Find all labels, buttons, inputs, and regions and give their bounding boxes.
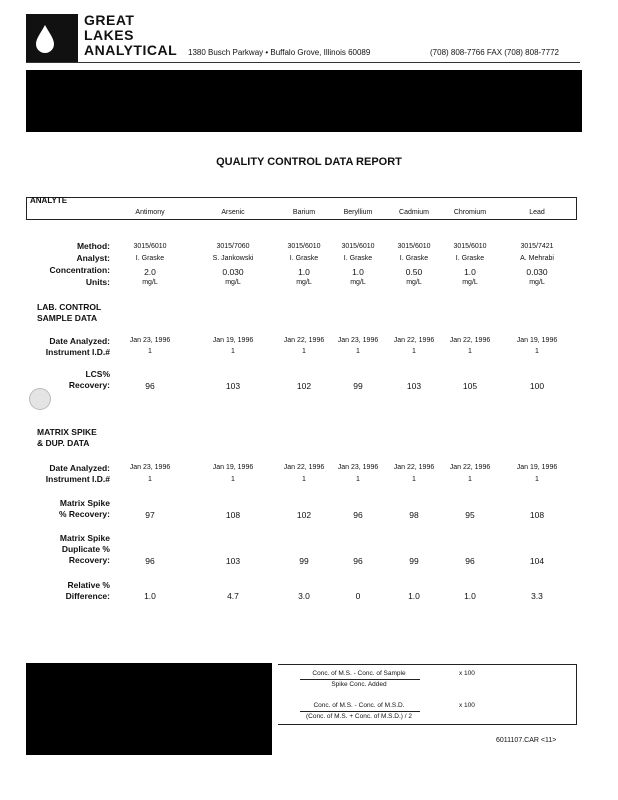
ms-instrument-cell: 1	[231, 476, 235, 483]
lcs-instrument-cell: 1	[356, 348, 360, 355]
document-footer: 6011107.CAR <11>	[496, 737, 557, 744]
formula1-denominator: Spike Conc. Added	[331, 681, 387, 688]
ms-date-cell: Jan 23, 1996	[129, 464, 171, 471]
concentration-cell: 2.0	[144, 267, 156, 277]
concentration-cell: 1.0	[298, 267, 310, 277]
method-cell: 3015/6010	[133, 243, 167, 250]
lcs-recovery-cell: 102	[296, 381, 312, 391]
ms-date-cell: Jan 22, 1996	[449, 464, 491, 471]
ms-date-cell: Jan 23, 1996	[337, 464, 379, 471]
rel-diff-cell: 1.0	[144, 591, 156, 601]
lcs-instrument-cell: 1	[148, 348, 152, 355]
units-cell: mg/L	[406, 279, 422, 286]
ms-recovery-label: Matrix Spike % Recovery:	[58, 498, 110, 519]
msd-recovery-cell: 96	[145, 556, 155, 566]
lcs-date-cell: Jan 23, 1996	[129, 337, 171, 344]
company-logo-text: GREAT LAKES ANALYTICAL	[84, 12, 178, 58]
msd-recovery-cell: 96	[465, 556, 475, 566]
lcs-instrument-cell: 1	[302, 348, 306, 355]
lcs-date-cell: Jan 19, 1996	[516, 337, 558, 344]
lcs-instrument-cell: 1	[231, 348, 235, 355]
units-cell: mg/L	[225, 279, 241, 286]
ms-date-cell: Jan 19, 1996	[212, 464, 254, 471]
ms-date-cell: Jan 22, 1996	[283, 464, 325, 471]
lcs-date-cell: Jan 23, 1996	[337, 337, 379, 344]
lab-control-heading: LAB. CONTROL SAMPLE DATA	[37, 302, 102, 323]
ms-instrument-cell: 1	[148, 476, 152, 483]
method-cell: 3015/6010	[341, 243, 375, 250]
droplet-icon	[34, 24, 56, 54]
rel-diff-cell: 0	[355, 591, 361, 601]
report-title: QUALITY CONTROL DATA REPORT	[216, 156, 402, 168]
lcs-date-cell: Jan 22, 1996	[393, 337, 435, 344]
method-cell: 3015/6010	[397, 243, 431, 250]
msd-recovery-cell: 104	[529, 556, 545, 566]
concentration-cell: 0.50	[405, 267, 423, 277]
ms-instrument-cell: 1	[356, 476, 360, 483]
units-cell: mg/L	[529, 279, 545, 286]
analyst-cell: I. Graske	[135, 255, 165, 262]
lcs-recovery-cell: 103	[406, 381, 422, 391]
redaction-block-top	[26, 70, 582, 132]
ms-instrument-cell: 1	[302, 476, 306, 483]
method-cell: 3015/7421	[520, 243, 554, 250]
msd-recovery-cell: 99	[409, 556, 419, 566]
units-cell: mg/L	[462, 279, 478, 286]
method-cell: 3015/6010	[287, 243, 321, 250]
header-divider	[26, 62, 580, 63]
lcs-recovery-cell: 99	[353, 381, 363, 391]
column-header: Chromium	[453, 209, 487, 216]
formula-box	[278, 664, 577, 725]
lcs-instrument-label: Instrument I.D.#	[45, 347, 110, 357]
rel-diff-label: Relative % Difference:	[65, 580, 110, 601]
rel-diff-cell: 3.0	[298, 591, 310, 601]
analyst-cell: I. Graske	[289, 255, 319, 262]
ms-date-cell: Jan 22, 1996	[393, 464, 435, 471]
msd-recovery-cell: 103	[225, 556, 241, 566]
units-cell: mg/L	[142, 279, 158, 286]
ms-date-label: Date Analyzed:	[49, 463, 110, 473]
method-cell: 3015/6010	[453, 243, 487, 250]
concentration-cell: 1.0	[352, 267, 364, 277]
lcs-recovery-cell: 105	[462, 381, 478, 391]
method-label: Method:	[76, 241, 110, 251]
ms-date-cell: Jan 19, 1996	[516, 464, 558, 471]
ms-instrument-cell: 1	[535, 476, 539, 483]
analyte-label: ANALYTE	[30, 196, 68, 205]
column-header: Beryllium	[343, 209, 373, 216]
lcs-recovery-cell: 100	[529, 381, 545, 391]
ms-recovery-cell: 97	[145, 510, 155, 520]
formula2-denominator: (Conc. of M.S. + Conc. of M.S.D.) / 2	[305, 713, 413, 720]
msd-recovery-cell: 99	[299, 556, 309, 566]
redaction-block-bottom	[26, 663, 272, 755]
ms-recovery-cell: 96	[353, 510, 363, 520]
analyst-label: Analyst:	[76, 253, 110, 263]
formula1-numerator: Conc. of M.S. - Conc. of Sample	[312, 670, 406, 677]
analyst-cell: A. Mehrabi	[520, 255, 554, 262]
rel-diff-cell: 1.0	[408, 591, 420, 601]
formula2-numerator: Conc. of M.S. - Conc. of M.S.D.	[313, 702, 405, 709]
lcs-date-cell: Jan 19, 1996	[212, 337, 254, 344]
company-address: 1380 Busch Parkway • Buffalo Grove, Illinois 60089	[188, 48, 371, 57]
concentration-label: Concentration:	[49, 265, 110, 275]
units-label: Units:	[85, 277, 110, 287]
ms-recovery-cell: 98	[409, 510, 419, 520]
units-cell: mg/L	[350, 279, 366, 286]
lcs-instrument-cell: 1	[535, 348, 539, 355]
method-cell: 3015/7060	[216, 243, 250, 250]
formula2-bar	[300, 711, 420, 712]
ms-recovery-cell: 95	[465, 510, 475, 520]
lcs-instrument-cell: 1	[468, 348, 472, 355]
column-header: Arsenic	[221, 209, 245, 216]
concentration-cell: 0.030	[526, 267, 548, 277]
lcs-date-cell: Jan 22, 1996	[449, 337, 491, 344]
lcs-recovery-cell: 96	[145, 381, 155, 391]
matrix-spike-heading: MATRIX SPIKE & DUP. DATA	[37, 427, 97, 448]
concentration-cell: 1.0	[464, 267, 476, 277]
formula2-multiplier: x 100	[459, 702, 475, 709]
company-phone: (708) 808-7766 FAX (708) 808-7772	[430, 48, 559, 57]
column-header: Barium	[292, 209, 316, 216]
msd-recovery-label: Matrix Spike Duplicate % Recovery:	[59, 533, 110, 565]
rel-diff-cell: 3.3	[531, 591, 543, 601]
column-header: Cadmium	[399, 209, 429, 216]
formula1-bar	[300, 679, 420, 680]
ms-instrument-cell: 1	[468, 476, 472, 483]
ms-instrument-cell: 1	[412, 476, 416, 483]
lcs-instrument-cell: 1	[412, 348, 416, 355]
lcs-date-label: Date Analyzed:	[49, 336, 110, 346]
analyst-cell: I. Graske	[455, 255, 485, 262]
ms-recovery-cell: 108	[225, 510, 241, 520]
analyst-cell: I. Graske	[399, 255, 429, 262]
msd-recovery-cell: 96	[353, 556, 363, 566]
analyst-cell: I. Graske	[343, 255, 373, 262]
punch-hole-mark	[29, 388, 51, 410]
units-cell: mg/L	[296, 279, 312, 286]
ms-recovery-cell: 102	[296, 510, 312, 520]
lcs-recovery-label: LCS% Recovery:	[68, 369, 110, 390]
formula1-multiplier: x 100	[459, 670, 475, 677]
column-header: Lead	[529, 209, 545, 216]
ms-recovery-cell: 108	[529, 510, 545, 520]
concentration-cell: 0.030	[222, 267, 244, 277]
lcs-date-cell: Jan 22, 1996	[283, 337, 325, 344]
column-header: Antimony	[135, 209, 165, 216]
analyst-cell: S. Jankowski	[212, 255, 254, 262]
rel-diff-cell: 1.0	[464, 591, 476, 601]
rel-diff-cell: 4.7	[227, 591, 239, 601]
lcs-recovery-cell: 103	[225, 381, 241, 391]
ms-instrument-label: Instrument I.D.#	[45, 474, 110, 484]
